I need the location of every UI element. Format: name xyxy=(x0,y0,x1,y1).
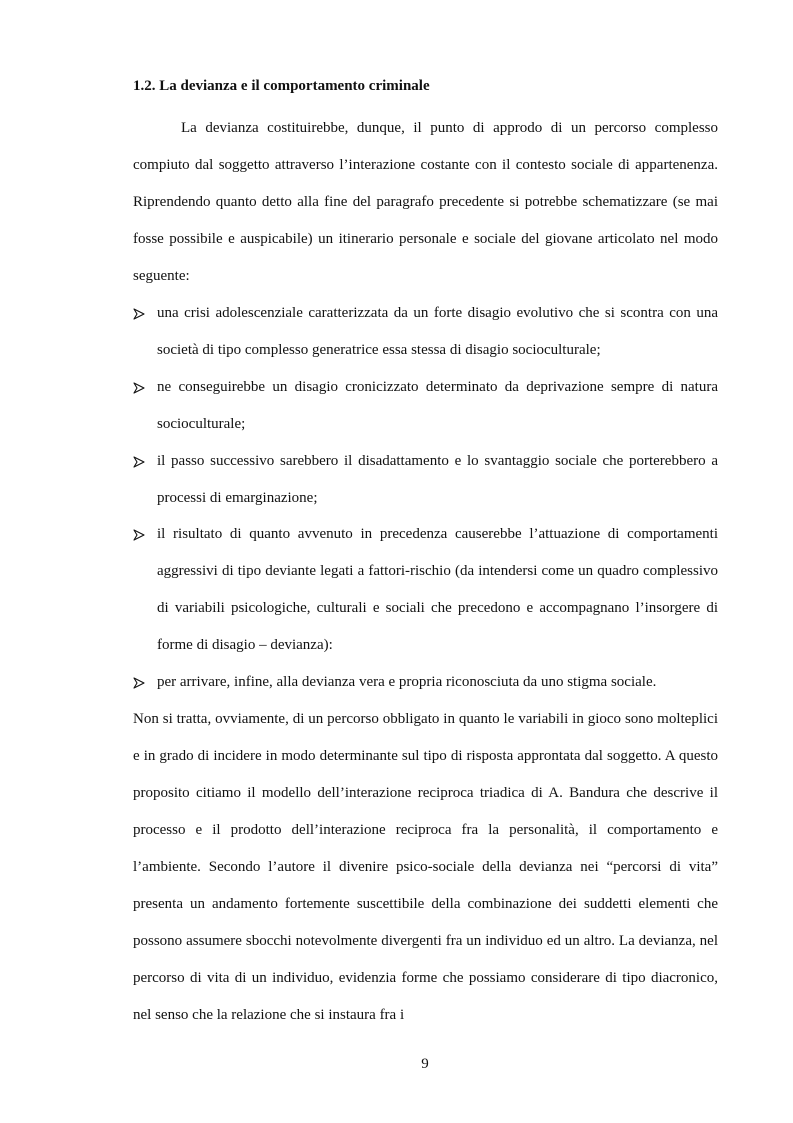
conclusion-paragraph: Non si tratta, ovviamente, di un percorso obbligato in quanto le variabili in gioco sono molteplici e in grado di incidere in modo determinante sul tipo di risposta approntata dal soggetto. A questo proposito citiamo il modello dell’interazione reciproca triadica di A. Bandura che descrive il processo e il prodotto dell’interazione reciproca fra la personalità, il comportamento e l’ambiente. Secondo l’autore il divenire psico-sociale della devianza nei “percorsi di vita” presenta un andamento fortemente suscettibile della combinazione dei suddetti elementi che possono assumere sbocchi notevolmente divergenti fra un individuo ed un altro. La devianza, nel percorso di vita di un individuo, evidenzia forme che possiamo considerare di tipo diacronico, nel senso che la relazione che si instaura fra i xyxy=(133,711,718,1023)
list-item xyxy=(133,369,718,443)
list-item-text: ne conseguirebbe un disagio cronicizzato determinato da deprivazione sempre di natura socioculturale; xyxy=(157,378,718,432)
list-item-text: una crisi adolescenziale caratterizzata da un forte disagio evolutivo che si scontra con una società di tipo complesso generatrice essa stessa di disagio socioculturale; xyxy=(157,304,718,358)
arrowhead-bullet-icon xyxy=(133,382,145,394)
bullet-list xyxy=(133,295,718,701)
intro-paragraph: La devianza costituirebbe, dunque, il punto di approdo di un percorso complesso compiuto dal soggetto attraverso l’interazione costante con il contesto sociale di appartenenza. Riprendendo quanto detto alla fine del paragrafo precedente si potrebbe schematizzare (se mai fosse possibile e auspicabile) un itinerario personale e sociale del giovane articolato nel modo seguente: xyxy=(133,120,718,284)
body-text xyxy=(133,110,718,1034)
list-item-text: il passo successivo sarebbero il disadattamento e lo svantaggio sociale che porterebbero a processi di emarginazione; xyxy=(157,452,718,506)
arrowhead-bullet-icon xyxy=(133,308,145,320)
arrowhead-bullet-icon xyxy=(133,529,145,541)
arrowhead-bullet-icon xyxy=(133,677,145,689)
section-title: 1.2. La devianza e il comportamento criminale xyxy=(133,78,430,94)
page-number: 9 xyxy=(421,1056,429,1072)
list-item xyxy=(133,516,718,664)
list-item-text: il risultato di quanto avvenuto in precedenza causerebbe l’attuazione di comportamenti aggressivi di tipo deviante legati a fattori-rischio (da intendersi come un quadro complessivo di variabili psicologiche, culturali e sociali che precedono e accompagnano l’insorgere di forme di disagio – devianza): xyxy=(157,526,718,654)
arrowhead-bullet-icon xyxy=(133,456,145,468)
list-item xyxy=(133,295,718,369)
list-item-text: per arrivare, infine, alla devianza vera e propria riconosciuta da uno stigma sociale. xyxy=(157,674,657,691)
list-item xyxy=(133,443,718,517)
list-item xyxy=(133,664,718,701)
